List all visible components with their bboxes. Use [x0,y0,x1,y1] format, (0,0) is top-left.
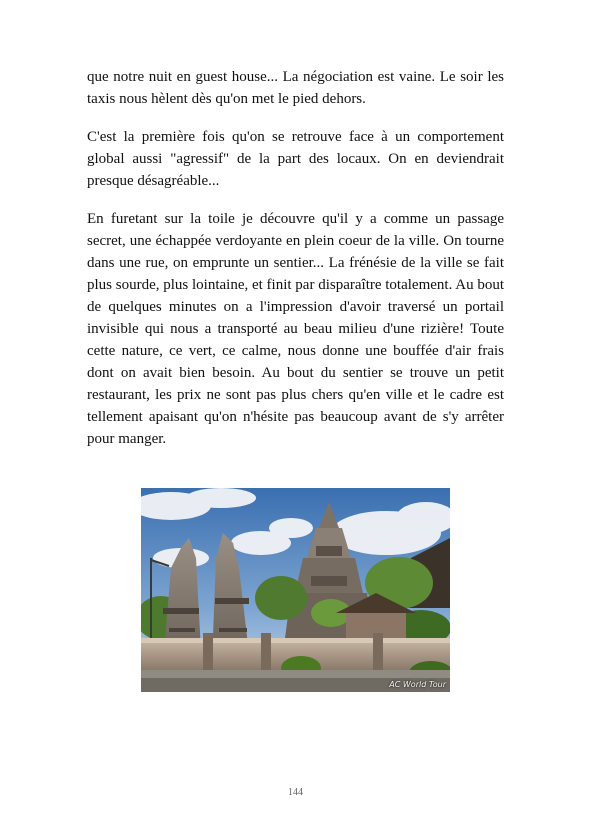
photo-watermark: AC World Tour [389,680,446,689]
paragraph-1: que notre nuit en guest house... La négociation est vaine. Le soir les taxis nous hèlent dès qu'on met le pied dehors. [87,69,504,107]
temple-photo [141,488,450,692]
page-number: 144 [288,787,303,798]
paragraph-2: C'est la première fois qu'on se retrouve face à un comportement global aussi "agressif" de la part des locaux. On en deviendrait presque désagréable... [87,129,504,189]
paragraph-3: En furetant sur la toile je découvre qu'il y a comme un passage secret, une échappée verdoyante en plein coeur de la ville. On tourne dans une rue, on emprunte un sentier... La frénésie de la ville se fait plus sourde, plus lointaine, et finit par disparaître totalement. Au bout de quelques minutes on a l'impression d'avoir traversé un portail invisible qui nous a transporté au beau milieu d'une rizière! Toute cette nature, ce vert, ce calme, nous donne une bouffée d'air frais dont on avait bien besoin. Au bout du sentier se trouve un petit restaurant, les prix ne sont pas plus chers qu'en ville et le cadre est tellement apaisant qu'on n'hésite pas beaucoup avant de s'y arrêter pour manger. [87,211,504,447]
page-content [87,66,504,466]
temple-illustration [141,488,450,692]
